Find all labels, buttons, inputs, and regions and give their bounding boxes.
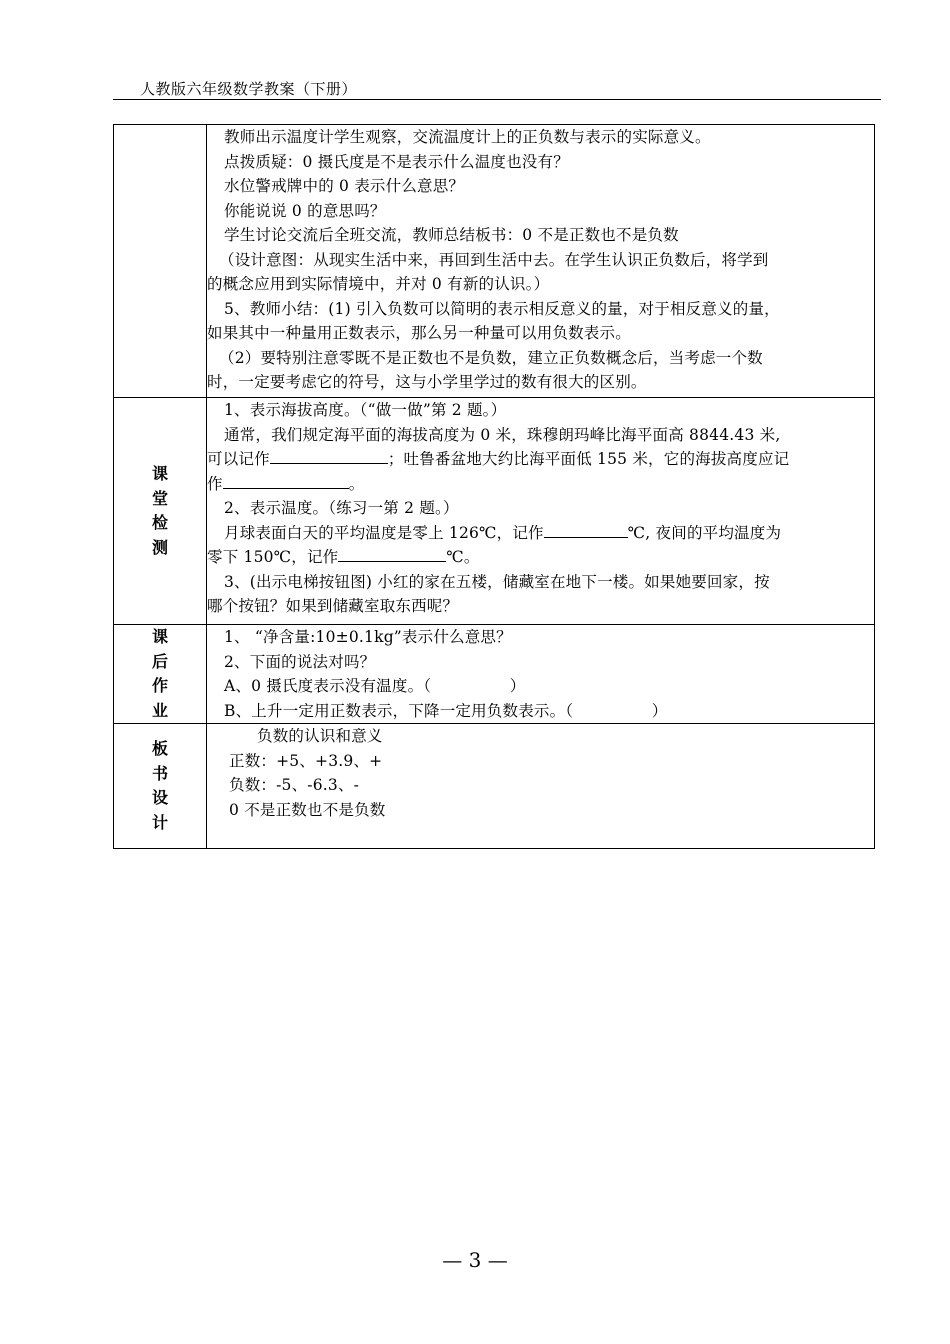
page-number: — 3 —	[442, 1248, 508, 1272]
label-char: 业	[151, 700, 168, 720]
text-line: 时，一定要考虑它的符号，这与小学里学过的数有很大的区别。	[207, 373, 647, 391]
text-line: 2、下面的说法对吗？	[224, 652, 376, 671]
text-line: （2）要特别注意零既不是正数也不是负数，建立正负数概念后，当考虑一个数	[219, 348, 763, 367]
label-char: 作	[151, 676, 168, 695]
classroom-test-content	[207, 398, 875, 625]
table-row-intro	[114, 125, 875, 398]
text-line: 1、表示海拔高度。（“做一做”第 2 题。）	[224, 401, 507, 419]
table-row-blackboard-design	[114, 724, 875, 849]
row-label-classroom-test	[114, 398, 207, 625]
table-row-classroom-test	[114, 398, 875, 625]
text-line: 3、(出示电梯按钮图) 小红的家在五楼，储藏室在地下一楼。如果她要回家，按	[224, 572, 770, 591]
text-line: 教师出示温度计学生观察，交流温度计上的正负数与表示的实际意义。	[224, 128, 711, 146]
text-line: 5、教师小结：(1) 引入负数可以简明的表示相反意义的量，对于相反意义的量，	[224, 299, 780, 318]
text-line	[207, 545, 874, 570]
lesson-plan-table	[113, 124, 875, 849]
label-char: 计	[151, 812, 168, 832]
text-span: 月球表面白天的平均温度是零上 126℃，记作	[224, 523, 544, 542]
label-char: 板	[151, 739, 168, 758]
text-line: A、0 摄氏度表示没有温度。（ ）	[224, 677, 526, 695]
text-line: 如果其中一种量用正数表示，那么另一种量可以用负数表示。	[207, 324, 631, 342]
label-char: 测	[151, 537, 168, 557]
text-span: ℃。	[446, 548, 480, 566]
text-line	[207, 447, 874, 472]
text-line: 负数：-5、-6.3、-	[229, 776, 360, 794]
blackboard-design-content	[207, 724, 875, 849]
text-line	[207, 521, 874, 546]
label-char: 检	[151, 513, 168, 532]
row-label-empty	[114, 125, 207, 398]
label-char: 后	[151, 651, 168, 671]
text-line: 水位警戒牌中的 0 表示什么意思？	[224, 177, 465, 195]
text-line: 2、表示温度。（练习一第 2 题。）	[224, 499, 459, 517]
text-span: ℃, 夜间的平均温度为	[627, 523, 782, 542]
text-line: 点拨质疑：0 摄氏度是不是表示什么温度也没有？	[224, 152, 569, 171]
answer-blank	[338, 545, 446, 562]
row-label-homework	[114, 625, 207, 724]
document-header-title: 人教版六年级数学教案（下册）	[140, 80, 358, 98]
header-rule	[113, 99, 881, 100]
text-line: （设计意图：从现实生活中来，再回到生活中去。在学生认识正负数后，将学到	[219, 250, 769, 269]
answer-blank	[223, 472, 349, 489]
text-line	[207, 472, 874, 497]
blackboard-title: 负数的认识和意义	[257, 727, 383, 745]
label-char: 课	[151, 464, 168, 483]
label-char: 课	[151, 627, 168, 646]
answer-blank	[270, 447, 388, 464]
text-line: 的概念应用到实际情境中，并对 0 有新的认识。）	[207, 275, 550, 293]
text-line: 1、 “净含量:10±0.1kg”表示什么意思？	[224, 628, 512, 646]
text-line: 正数：+5、+3.9、+	[229, 751, 383, 770]
label-char: 堂	[151, 488, 168, 508]
homework-content	[207, 625, 875, 724]
text-span: ；吐鲁番盆地大约比海平面低 155 米，它的海拔高度应记	[387, 450, 790, 468]
text-line: 哪个按钮？如果到储藏室取东西呢？	[207, 597, 459, 615]
text-line: 你能说说 0 的意思吗？	[224, 201, 386, 220]
label-char: 书	[151, 763, 168, 783]
label-char: 设	[151, 788, 168, 807]
text-span: 零下 150℃，记作	[207, 548, 339, 566]
text-line: 0 不是正数也不是负数	[229, 800, 386, 819]
text-line: 通常，我们规定海平面的海拔高度为 0 米，珠穆朗玛峰比海平面高 8844.43 米,	[224, 425, 781, 444]
text-span: 。	[348, 474, 365, 493]
answer-blank	[544, 521, 628, 538]
text-line: 学生讨论交流后全班交流，教师总结板书：0 不是正数也不是负数	[224, 226, 679, 244]
row-label-blackboard-design	[114, 724, 207, 849]
intro-content	[207, 125, 875, 398]
text-span: 可以记作	[207, 450, 270, 468]
text-line: B、上升一定用正数表示，下降一定用负数表示。（ ）	[224, 701, 668, 720]
table-row-homework	[114, 625, 875, 724]
text-span: 作	[207, 474, 223, 493]
